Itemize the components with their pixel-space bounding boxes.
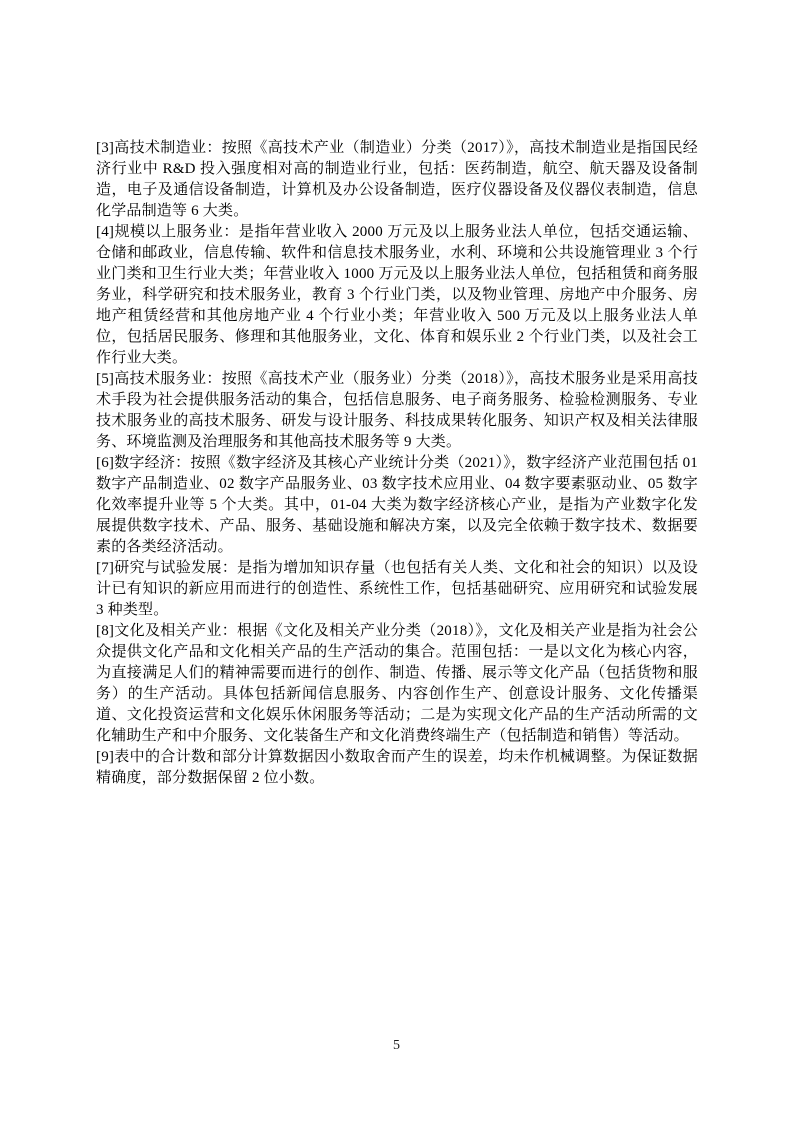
footnote-paragraph-6: [6]数字经济：按照《数字经济及其核心产业统计分类（2021）》，数字经济产业范围包括 01 数字产品制造业、02 数字产品服务业、03 数字技术应用业、04 数字要素驱动业、05 数字化效率提升业等 5 个大类。其中，01-04 大类为数字经济核心产业，是指为产业数字化发展提供数字技术、产品、服务、基础设施和解决方案，以及完全依赖于数字技术、数据要素的各类经济活动。 [96,455,698,555]
footnotes-section [96,138,698,789]
footnote-paragraph-4: [4]规模以上服务业：是指年营业收入 2000 万元及以上服务业法人单位，包括交通运输、仓储和邮政业，信息传输、软件和信息技术服务业，水利、环境和公共设施管理业 3 个行业门类和卫生行业大类；年营业收入 1000 万元及以上服务业法人单位，包括租赁和商务服务业，科学研究和技术服务业，教育 3 个行业门类，以及物业管理、房地产中介服务、房地产租赁经营和其他房地产业 4 个行业小类；年营业收入 500 万元及以上服务业法人单位，包括居民服务、修理和其他服务业，文化、体育和娱乐业 2 个行业门类，以及社会工作行业大类。 [96,224,698,366]
page-footer [0,1036,793,1054]
footnote-paragraph-9: [9]表中的合计数和部分计算数据因小数取舍而产生的误差，均未作机械调整。为保证数据精确度，部分数据保留 2 位小数。 [96,749,698,786]
footnote-paragraph-8: [8]文化及相关产业：根据《文化及相关产业分类（2018）》，文化及相关产业是指为社会公众提供文化产品和文化相关产品的生产活动的集合。范围包括：一是以文化为核心内容，为直接满足人们的精神需要而进行的创作、制造、传播、展示等文化产品（包括货物和服务）的生产活动。具体包括新闻信息服务、内容创作生产、创意设计服务、文化传播渠道、文化投资运营和文化娱乐休闲服务等活动；二是为实现文化产品的生产活动所需的文化辅助生产和中介服务、文化装备生产和文化消费终端生产（包括制造和销售）等活动。 [96,623,698,744]
page-number: 5 [393,1038,400,1053]
footnote-paragraph-7: [7]研究与试验发展：是指为增加知识存量（也包括有关人类、文化和社会的知识）以及设计已有知识的新应用而进行的创造性、系统性工作，包括基础研究、应用研究和试验发展 3 种类型。 [96,560,698,618]
footnote-paragraph-5: [5]高技术服务业：按照《高技术产业（服务业）分类（2018）》，高技术服务业是采用高技术手段为社会提供服务活动的集合，包括信息服务、电子商务服务、检验检测服务、专业技术服务业的高技术服务、研发与设计服务、科技成果转化服务、知识产权及相关法律服务、环境监测及治理服务和其他高技术服务等 9 大类。 [96,371,698,450]
footnote-paragraph-3: [3]高技术制造业：按照《高技术产业（制造业）分类（2017）》，高技术制造业是指国民经济行业中 R&D 投入强度相对高的制造业行业，包括：医药制造，航空、航天器及设备制造，电子及通信设备制造，计算机及办公设备制造，医疗仪器设备及仪器仪表制造，信息化学品制造等 6 大类。 [96,140,698,219]
